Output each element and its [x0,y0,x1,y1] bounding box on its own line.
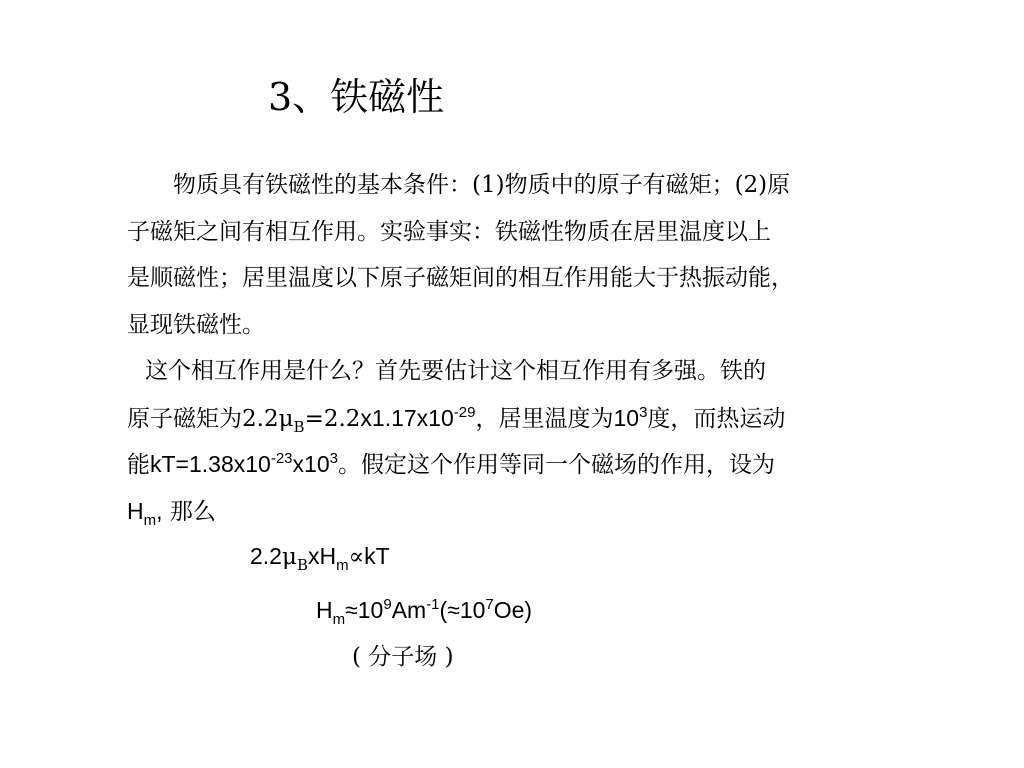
equation-field-value [316,590,532,630]
text-line: 是顺磁性；居里温度以下原子磁矩间的相互作用能大于热振动能， [127,265,794,291]
molecular-field-label: ( 分子场 ) [352,644,454,670]
text-line: 物质具有铁磁性的基本条件：(1)物质中的原子有磁矩；(2)原 [173,172,791,198]
text-segment: ≈10 [345,597,384,623]
subscript: m [332,611,346,628]
text-segment: x1.17x10 [360,404,454,431]
text-segment: Am [391,597,427,623]
text-segment: 。假定这个作用等同一个磁场的作用，设为 [337,452,775,478]
text-segment: H [316,597,333,623]
superscript: 3 [329,450,338,467]
text-segment: ，居里温度为 [475,405,614,432]
text-segment: kT=1.38x10 [150,451,271,477]
slide-title: 3、铁磁性 [268,75,445,119]
subscript: m [143,511,157,529]
text-segment: 原子磁矩为2.2 [127,405,279,432]
equation-proportionality [250,536,390,577]
text-line [127,441,927,488]
subscript: B [296,556,308,574]
text-segment: 10 [613,404,640,431]
text-segment: (≈10 [439,597,486,623]
superscript: 3 [639,403,648,421]
paragraph-ferromagnetism-conditions [127,162,927,348]
subscript: m [336,557,349,574]
superscript: -1 [426,596,440,613]
text-line: 显现铁磁性。 [127,311,265,338]
superscript: -23 [270,450,293,467]
text-segment: 2.2 [250,543,282,569]
text-segment: xH [307,543,337,569]
text-line [127,488,927,535]
text-segment: kT [364,543,390,569]
superscript: -29 [453,403,476,421]
text-segment: Oe) [493,597,533,623]
text-segment: =2.2 [304,405,361,432]
text-line: 这个相互作用是什么？首先要估计这个相互作用有多强。铁的 [145,358,766,384]
text-segment: , [156,497,163,524]
text-segment: 度，而热运动 [647,405,786,432]
subscript: B [293,417,305,436]
proportional-symbol: ∝ [348,544,365,570]
mu-symbol: μ [281,544,297,570]
paragraph-interaction-estimate [127,348,927,534]
text-line: 子磁矩之间有相互作用。实验事实：铁磁性物质在居里温度以上 [127,218,771,245]
mu-symbol: μ [278,405,294,432]
text-segment: 那么 [162,498,216,525]
text-line [127,395,927,442]
text-segment: x10 [292,451,330,477]
text-segment: H [127,497,144,524]
superscript: 7 [485,596,494,613]
superscript: 9 [383,596,392,613]
text-segment: 能 [127,452,150,478]
